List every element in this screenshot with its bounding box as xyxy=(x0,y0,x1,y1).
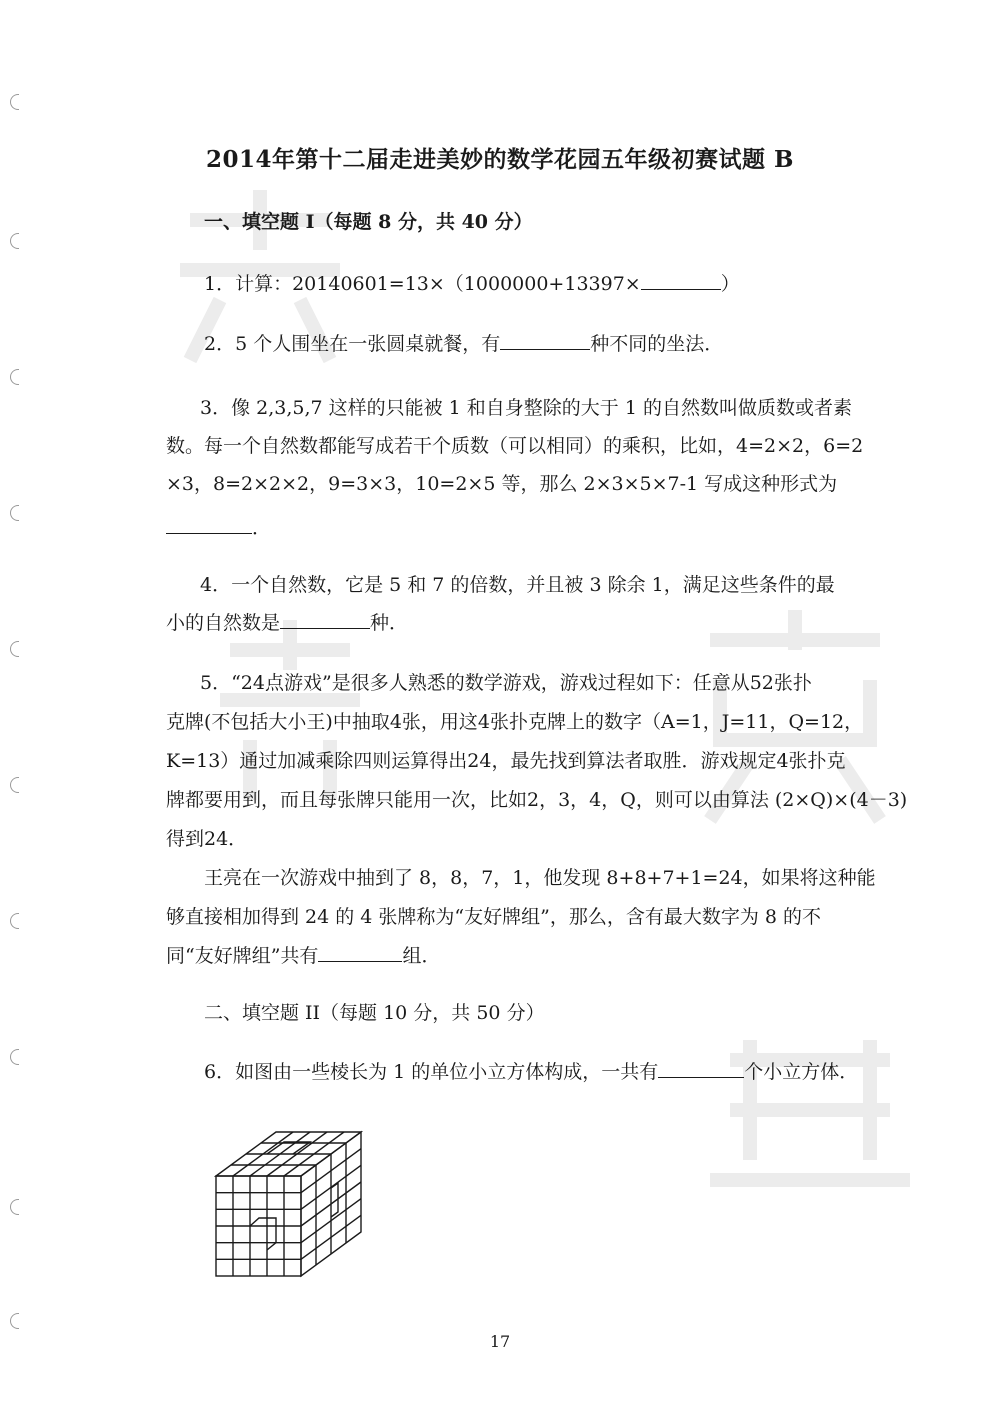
binding-hole-mark xyxy=(10,641,19,657)
binding-hole-mark xyxy=(10,94,19,110)
question-6 xyxy=(204,1058,858,1086)
question-5-line: 5．“24点游戏”是很多人熟悉的数学游戏，游戏过程如下：任意从52张扑 xyxy=(200,672,812,694)
question-4-line: 4．一个自然数，它是 5 和 7 的倍数，并且被 3 除余 1，满足这些条件的最 xyxy=(200,574,835,596)
binding-hole-mark xyxy=(10,1049,19,1065)
question-6-text-end: 个小立方体． xyxy=(744,1061,859,1083)
section-1-heading: 一、填空题 I（每题 8 分，共 40 分） xyxy=(204,211,533,233)
question-5-line: 得到24． xyxy=(166,828,248,850)
answer-blank-6[interactable] xyxy=(658,1059,744,1078)
binding-hole-mark xyxy=(10,233,19,249)
question-5-line: 牌都要用到，而且每张牌只能用一次，比如2，3，4，Q，则可以由算法 (2×Q)×(4－3) xyxy=(166,789,908,811)
question-3-line: 数。每一个自然数都能写成若干个质数（可以相同）的乘积，比如，4=2×2，6=2 xyxy=(166,435,864,457)
binding-hole-mark xyxy=(10,913,19,929)
cube-tunnel-front xyxy=(250,1218,276,1250)
answer-blank-1[interactable] xyxy=(641,271,721,290)
cube-right-grid xyxy=(301,1143,361,1265)
answer-blank-3[interactable] xyxy=(166,515,252,534)
question-1 xyxy=(204,270,740,298)
cube-figure xyxy=(214,1128,384,1280)
cube-front-grid xyxy=(216,1176,301,1276)
question-5 xyxy=(166,664,908,976)
question-3-text-end: ． xyxy=(252,517,272,539)
question-3-line: ×3，8=2×2×2，9=3×3，10=2×5 等，那么 2×3×5×7-1 写成这种形式为 xyxy=(166,473,838,495)
question-4-text-end: 种． xyxy=(370,612,409,634)
question-1-text: 1．计算：20140601=13×（1000000+13397× xyxy=(204,273,641,295)
question-2-text-end: 种不同的坐法． xyxy=(590,333,724,355)
binding-hole-mark xyxy=(10,1199,19,1215)
page-number: 17 xyxy=(489,1332,511,1351)
question-2-text: 2．5 个人围坐在一张圆桌就餐，有 xyxy=(204,333,501,355)
exam-title: 2014年第十二届走进美妙的数学花园五年级初赛试题 B xyxy=(206,146,794,173)
binding-hole-mark xyxy=(10,1313,19,1329)
binding-hole-mark xyxy=(10,777,19,793)
question-5-line: 王亮在一次游戏中抽到了 8，8，7，1，他发现 8+8+7+1=24，如果将这种能 xyxy=(204,867,876,889)
question-5-line: 够直接相加得到 24 的 4 张牌称为“友好牌组”，那么，含有最大数字为 8 的不 xyxy=(166,906,822,928)
question-5-text-end: 组． xyxy=(402,945,441,967)
answer-blank-2[interactable] xyxy=(500,331,590,350)
section-2-heading: 二、填空题 II（每题 10 分，共 50 分） xyxy=(204,1002,545,1024)
binding-hole-mark xyxy=(10,505,19,521)
question-3 xyxy=(166,389,864,547)
question-5-line: K=13）通过加减乘除四则运算得出24，最先找到算法者取胜．游戏规定4张扑克 xyxy=(166,750,846,772)
question-4 xyxy=(166,566,842,642)
question-1-text-end: ） xyxy=(720,273,740,295)
binding-hole-mark xyxy=(10,369,19,385)
cube-top-grid xyxy=(231,1132,346,1176)
answer-blank-4[interactable] xyxy=(280,610,370,629)
question-4-text: 小的自然数是 xyxy=(166,612,281,634)
question-5-text: 同“友好牌组”共有 xyxy=(166,945,319,967)
question-2 xyxy=(204,330,723,358)
question-5-line: 克牌(不包括大小王)中抽取4张，用这4张扑克牌上的数字（A=1，J=11，Q=12， xyxy=(166,711,864,733)
question-6-text: 6．如图由一些棱长为 1 的单位小立方体构成，一共有 xyxy=(204,1061,659,1083)
answer-blank-5[interactable] xyxy=(318,943,402,962)
question-3-line: 3．像 2,3,5,7 这样的只能被 1 和自身整除的大于 1 的自然数叫做质数或者素 xyxy=(200,397,852,419)
